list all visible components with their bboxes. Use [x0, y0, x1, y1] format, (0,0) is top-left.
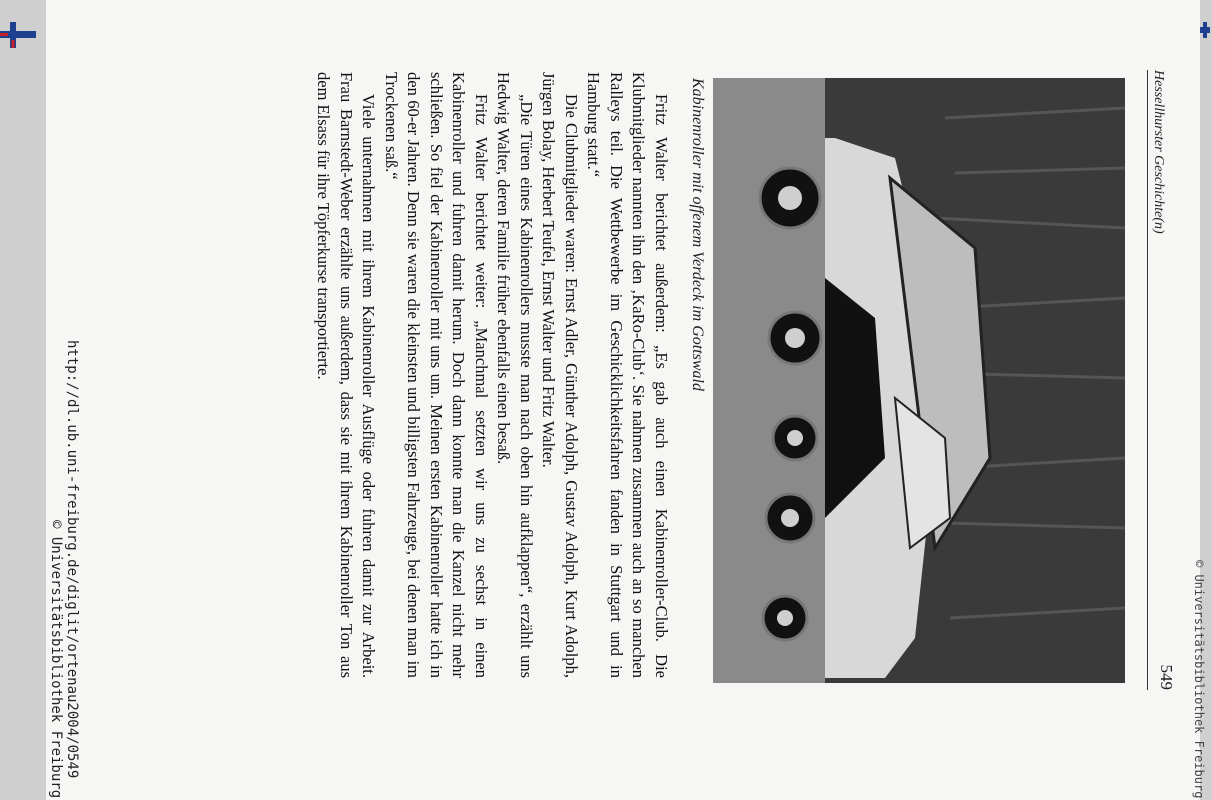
paragraph: „Die Türen eines Kabinenrollers musste man nach oben hin aufklappen“, erzählt uns Hedwig Walter, deren Familie früher ebenfalls einen besaß.	[494, 72, 536, 678]
running-head: Hessellhurster Geschichte(n)	[1147, 70, 1166, 690]
page-number: 549	[1157, 664, 1176, 690]
left-scan-margin	[0, 0, 46, 800]
article-body	[312, 72, 672, 678]
photo-kabinenroller	[713, 78, 1125, 683]
paragraph: Viele unternahmen mit ihrem Kabinenroller Ausflüge oder fuhren damit zur Arbeit. Frau Barnstedt-Weber erzählte uns außerdem, dass sie mit ihrem Kabinenroller Ton aus dem Elsass für ihre Töpferkurse transportierte.	[314, 72, 379, 678]
library-logo-icon-right	[1200, 22, 1210, 38]
copyright-note: © Universitätsbibliothek Freiburg	[48, 520, 64, 799]
paragraph: Fritz Walter berichtet außerdem: „Es gab auch einen Kabinenroller-Club. Die Klubmitglieder nannten ihn den ‚KaRo-Club‘. Sie nahmen zusammen auch an so manchen Ralleys teil. Die Wettbewerbe im Geschicklichkeitsfahren fanden in Stuttgart und in Hamburg statt.“	[584, 72, 671, 678]
copyright-note-right: © Universitätsbibliothek Freiburg	[1192, 560, 1206, 799]
photo-caption: Kabinenroller mit offenem Verdeck im Gottswald	[689, 78, 706, 391]
photo-image	[713, 78, 1125, 683]
scanned-page	[46, 0, 1206, 800]
paragraph: Fritz Walter berichtet weiter: „Manchmal setzten wir uns zu sechst in einen Kabinenroller und fuhren damit herum. Doch dann konnte man die Kanzel nicht mehr schließen. So fiel der Kabinenroller mit uns um. Meinen ersten Kabinenroller hatte ich in den 60-er Jahren. Denn sie waren die kleinsten und billigsten Fahrzeuge, bei denen man im Trockenen saß.“	[382, 72, 491, 678]
library-logo-icon	[0, 22, 36, 48]
source-url: http://dl.ub.uni-freiburg.de/diglit/ortenau2004/0549	[64, 340, 80, 779]
rotated-page-content	[46, 0, 1206, 800]
paragraph: Die Clubmitglieder waren: Ernst Adler, Günther Adolph, Gustav Adolph, Kurt Adolph, Jürgen Bolay, Herbert Teufel, Ernst Walter und Fritz Walter.	[539, 72, 581, 678]
